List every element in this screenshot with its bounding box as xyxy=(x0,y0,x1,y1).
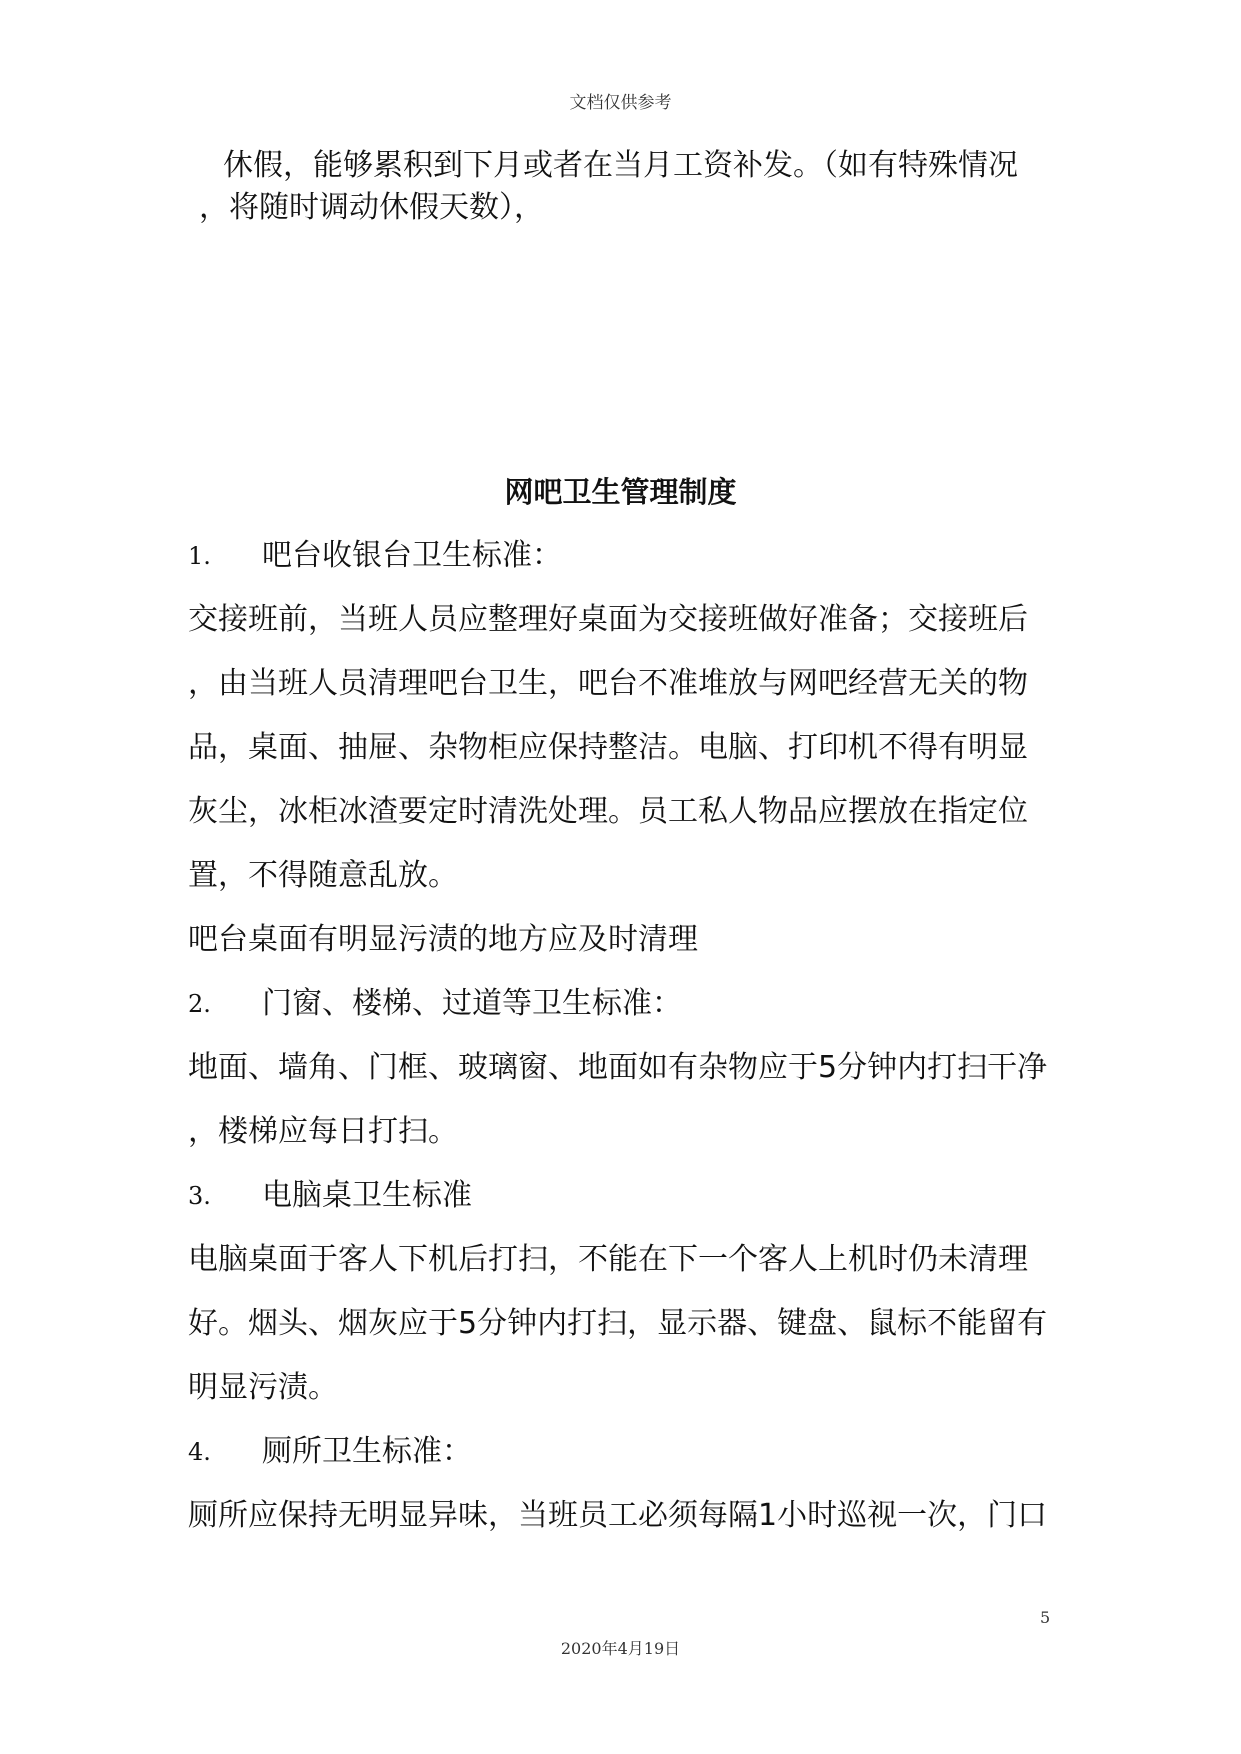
section-3-line-2: 好。烟头、烟灰应于5分钟内打扫，显示器、键盘、鼠标不能留有 xyxy=(188,1306,1048,1341)
section-1-number: 1. xyxy=(188,542,211,570)
section-3-number: 3. xyxy=(188,1182,211,1210)
footer-date: 2020年4月19日 xyxy=(560,1639,681,1658)
section-3-heading: 电脑桌卫生标准 xyxy=(262,1178,472,1213)
document-title: 网吧卫生管理制度 xyxy=(504,475,737,509)
section-4-line-1: 厕所应保持无明显异味，当班员工必须每隔1小时巡视一次，门口 xyxy=(188,1498,1048,1533)
intro-line-2: ，将随时调动休假天数）， xyxy=(199,190,544,225)
section-4-number: 4. xyxy=(188,1438,211,1466)
section-3-line-1: 电脑桌面于客人下机后打扫，不能在下一个客人上机时仍未清理 xyxy=(188,1242,1028,1277)
section-1-line-1: 交接班前，当班人员应整理好桌面为交接班做好准备；交接班后 xyxy=(188,602,1028,637)
section-1-line-6: 吧台桌面有明显污渍的地方应及时清理 xyxy=(188,922,698,957)
section-4-heading: 厕所卫生标准： xyxy=(262,1434,472,1469)
section-1-line-2: ，由当班人员清理吧台卫生，吧台不准堆放与网吧经营无关的物 xyxy=(188,666,1028,701)
page-header: 文档仅供参考 xyxy=(569,93,672,113)
section-1-line-5: 置，不得随意乱放。 xyxy=(188,858,458,893)
section-1-heading: 吧台收银台卫生标准： xyxy=(262,538,562,573)
section-2-number: 2. xyxy=(188,990,211,1018)
section-2-line-2: ，楼梯应每日打扫。 xyxy=(188,1114,458,1149)
intro-line-1: 休假，能够累积到下月或者在当月工资补发。（如有特殊情况 xyxy=(223,148,1018,183)
section-2-line-1: 地面、墙角、门框、玻璃窗、地面如有杂物应于5分钟内打扫干净 xyxy=(188,1050,1048,1085)
section-1-line-4: 灰尘，冰柜冰渣要定时清洗处理。员工私人物品应摆放在指定位 xyxy=(188,794,1028,829)
section-3-line-3: 明显污渍。 xyxy=(188,1370,338,1405)
section-2-heading: 门窗、楼梯、过道等卫生标准： xyxy=(262,986,682,1021)
page-number: 5 xyxy=(1040,1608,1051,1627)
section-1-line-3: 品，桌面、抽屉、杂物柜应保持整洁。电脑、打印机不得有明显 xyxy=(188,730,1028,765)
